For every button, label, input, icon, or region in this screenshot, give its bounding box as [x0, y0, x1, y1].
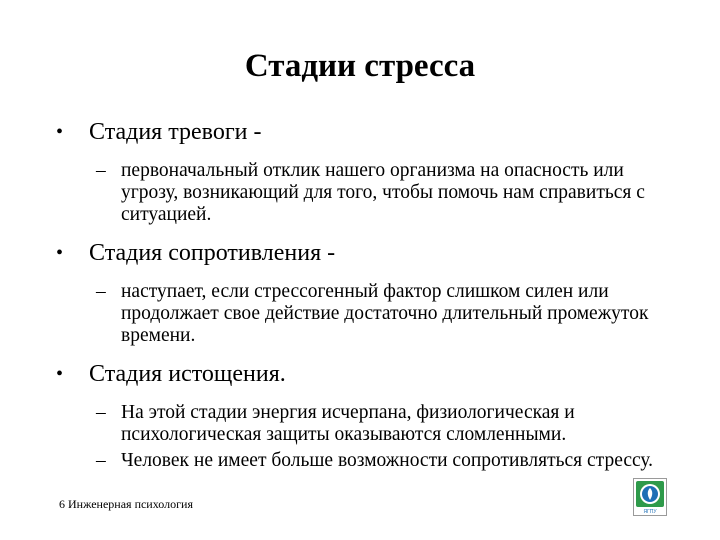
stage-alarm: [56, 118, 666, 226]
slide-content: [56, 118, 666, 485]
bullet-item: [56, 360, 666, 388]
sub-item-text: первоначальный отклик нашего организма на опасность или угрозу, возникающий для того, чтобы помочь нам справиться с ситуацией.: [121, 160, 645, 225]
sub-item: [96, 402, 666, 446]
dash-marker: –: [96, 160, 106, 181]
sub-item: [96, 160, 666, 226]
slide-footer: 6 Инженерная психология: [59, 497, 193, 511]
sub-item: [96, 450, 666, 472]
bullet-marker: •: [56, 363, 64, 385]
sub-item-text: Человек не имеет больше возможности сопротивляться стрессу.: [121, 450, 654, 471]
bullet-heading: Стадия сопротивления -: [89, 240, 336, 266]
bullet-heading: Стадия тревоги -: [89, 119, 262, 145]
logo-text: ЯГПУ: [643, 509, 657, 515]
bullet-marker: •: [56, 242, 64, 264]
sub-item: [96, 281, 666, 347]
bullet-heading: Стадия истощения.: [89, 361, 286, 387]
sub-item-text: На этой стадии энергия исчерпана, физиологическая и психологическая защиты оказываются сломленными.: [121, 402, 575, 445]
dash-marker: –: [96, 402, 106, 423]
slide-title: Стадии стресса: [244, 48, 476, 84]
dash-marker: –: [96, 281, 106, 302]
dash-marker: –: [96, 450, 106, 471]
bullet-item: [56, 239, 666, 267]
sub-item-text: наступает, если стрессогенный фактор слишком силен или продолжает свое действие достаточно длительный промежуток времени.: [121, 281, 649, 346]
bullet-item: [56, 118, 666, 146]
bullet-marker: •: [56, 121, 64, 143]
university-logo-icon: [633, 478, 667, 516]
stage-exhaustion: [56, 360, 666, 472]
stage-resistance: [56, 239, 666, 347]
